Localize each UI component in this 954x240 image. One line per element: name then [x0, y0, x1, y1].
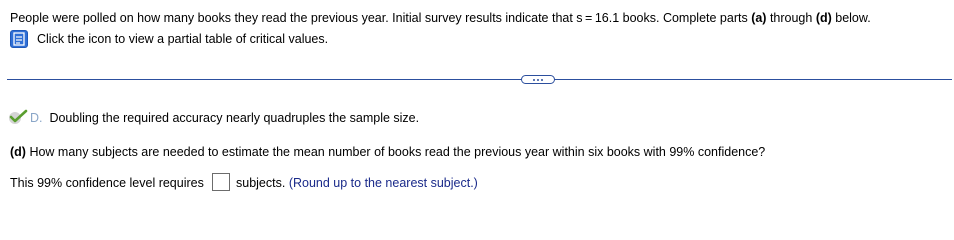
intro-below: below.	[831, 11, 871, 25]
answer-text: Doubling the required accuracy nearly quadruples the sample size.	[49, 111, 420, 125]
question-d	[10, 145, 765, 159]
intro-text: People were polled on how many books they read the previous year. Initial survey results indicate that s = 16.1 books. Complete parts	[10, 11, 752, 25]
question-d-label: (d)	[10, 145, 26, 159]
intro-through: through	[766, 11, 816, 25]
answer-prefix: This 99% confidence level requires	[10, 176, 204, 190]
previous-answer	[30, 111, 419, 125]
table-link-text: Click the icon to view a partial table of critical values.	[37, 32, 329, 46]
problem-intro	[10, 11, 871, 25]
part-a-label: (a)	[751, 11, 767, 25]
table-icon[interactable]	[10, 30, 28, 48]
answer-suffix-text: subjects.	[236, 176, 286, 190]
question-d-text: How many subjects are needed to estimate the mean number of books read the previous year within six books with 99% confidence?	[25, 145, 766, 159]
correct-check-icon	[8, 109, 28, 125]
section-divider	[7, 79, 952, 80]
subjects-answer-input[interactable]	[212, 173, 230, 191]
rounding-hint: (Round up to the nearest subject.)	[288, 176, 478, 190]
part-d-label: (d)	[815, 11, 832, 25]
answer-letter: D.	[30, 111, 43, 125]
answer-suffix	[236, 176, 478, 190]
ellipsis-icon[interactable]	[521, 75, 555, 84]
